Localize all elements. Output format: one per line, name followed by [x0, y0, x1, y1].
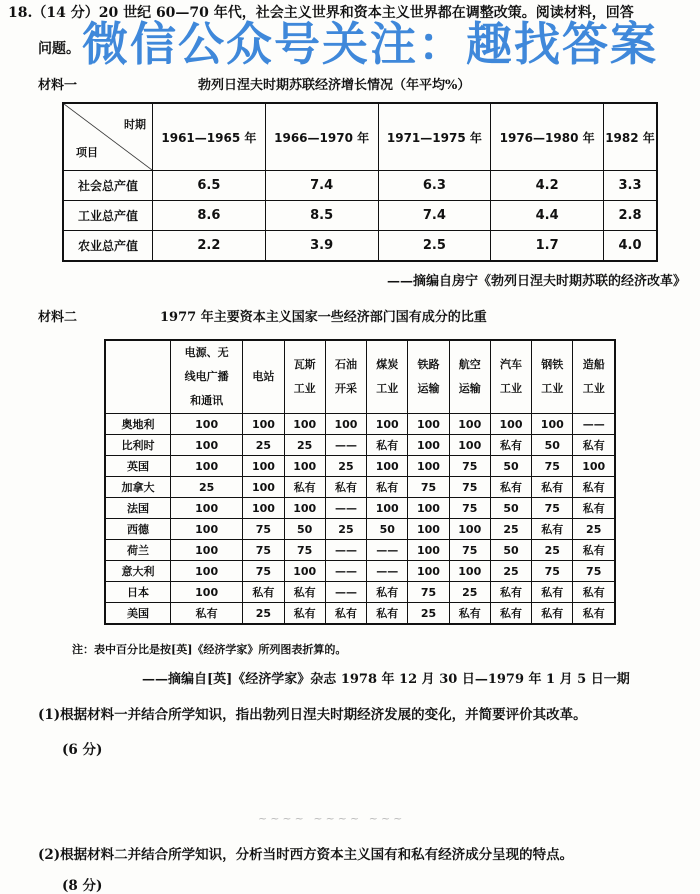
table2-row — [105, 561, 615, 582]
table2-cell: 100 — [171, 456, 243, 477]
table2-cell: 25 — [325, 456, 366, 477]
table2-header-line: 铁路 — [417, 358, 440, 371]
table2-cell: 75 — [449, 540, 490, 561]
table2-row — [105, 456, 615, 477]
table1-header-period: 1976—1980 年 — [491, 103, 604, 171]
table1-row-item: 工业总产值 — [63, 201, 153, 231]
table2-cell: 100 — [449, 435, 490, 456]
table2-cell: 25 — [284, 435, 325, 456]
table1-cell: 8.6 — [153, 201, 266, 231]
table2-cell: 75 — [243, 519, 284, 540]
table2-row-country: 比利时 — [105, 435, 171, 456]
table2-row — [105, 540, 615, 561]
table2-header-line: 和通讯 — [190, 394, 224, 407]
question-header-continued: 问题。 — [38, 41, 80, 57]
table2-cell: 私有 — [367, 603, 408, 625]
table2-cell: 私有 — [284, 582, 325, 603]
table2-cell: 私有 — [573, 435, 615, 456]
table2-header-line: 石油 — [334, 358, 357, 371]
table2-row-country: 日本 — [105, 582, 171, 603]
table2-cell: 私有 — [490, 603, 531, 625]
table2-cell: 75 — [284, 540, 325, 561]
table1-cell: 6.5 — [153, 171, 266, 201]
table2-header-line: 工业 — [376, 382, 399, 395]
table2-row — [105, 414, 615, 435]
table2-cell: 50 — [490, 456, 531, 477]
material1-table — [62, 102, 658, 262]
table2-cell: 私有 — [573, 540, 615, 561]
table2-cell: 私有 — [490, 582, 531, 603]
table2-cell: 25 — [532, 540, 573, 561]
table2-row-country: 法国 — [105, 498, 171, 519]
table2-cell: 75 — [449, 456, 490, 477]
table2-cell: 私有 — [532, 477, 573, 498]
table2-row — [105, 519, 615, 540]
table2-cell: 100 — [408, 519, 449, 540]
table2-header-line: 线电广播 — [184, 370, 229, 383]
table2-cell: 100 — [284, 456, 325, 477]
table2-cell: 100 — [171, 498, 243, 519]
material2-table — [104, 339, 616, 625]
table2-cell: 100 — [243, 477, 284, 498]
table2-cell: 75 — [243, 561, 284, 582]
table1-cell: 2.2 — [153, 231, 266, 262]
table1-header-period: 1966—1970 年 — [265, 103, 378, 171]
table2-cell: 私有 — [449, 603, 490, 625]
table1-cell: 7.4 — [265, 171, 378, 201]
table2-cell: 私有 — [284, 603, 325, 625]
table1-cell: 7.4 — [378, 201, 491, 231]
table2-row — [105, 582, 615, 603]
table2-cell: 25 — [243, 435, 284, 456]
table2-header-line: 开采 — [334, 382, 357, 395]
table1-row — [63, 231, 657, 262]
table1-cell: 1.7 — [491, 231, 604, 262]
table2-cell: 100 — [171, 519, 243, 540]
material2-source: ——摘编自[英]《经济学家》杂志 1978 年 12 月 30 日—1979 年 1 月 5 日一期 — [142, 672, 630, 687]
table2-header-line: 运输 — [458, 382, 481, 395]
table1-cell: 3.3 — [604, 171, 658, 201]
material1-label: 材料一 — [38, 78, 78, 93]
table1-header-period: 1982 年 — [604, 103, 658, 171]
table1-cell: 8.5 — [265, 201, 378, 231]
table2-cell: 100 — [408, 456, 449, 477]
table2-cell: 100 — [171, 561, 243, 582]
table2-header-sector — [367, 340, 408, 414]
table2-cell: 私有 — [367, 477, 408, 498]
table2-row-country: 英国 — [105, 456, 171, 477]
table2-header-sector — [532, 340, 573, 414]
table2-cell: 75 — [408, 477, 449, 498]
table2-cell: 100 — [408, 561, 449, 582]
table2-cell: 50 — [284, 519, 325, 540]
table2-cell: 100 — [284, 414, 325, 435]
table2-header-sector — [490, 340, 531, 414]
table2-cell: 50 — [367, 519, 408, 540]
table2-header-sector — [243, 340, 284, 414]
table1-row-item: 社会总产值 — [63, 171, 153, 201]
table2-header-sector — [325, 340, 366, 414]
table2-row-country: 意大利 — [105, 561, 171, 582]
sub-question-2: (2)根据材料二并结合所学知识，分析当时西方资本主义国有和私有经济成分呈现的特点。 — [38, 847, 574, 863]
watermark-text: 微信公众号关注：趣找答案 — [82, 17, 658, 71]
table2-cell: 100 — [367, 498, 408, 519]
table2-cell: 私有 — [243, 582, 284, 603]
table2-cell: 25 — [171, 477, 243, 498]
table2-header-line: 电源、无 — [184, 346, 229, 359]
table2-header-line: 航空 — [458, 358, 481, 371]
table1-header-period: 1961—1965 年 — [153, 103, 266, 171]
table2-header-sector — [171, 340, 243, 414]
material2-caption: 1977 年主要资本主义国家一些经济部门国有成分的比重 — [160, 310, 487, 325]
table2-row — [105, 603, 615, 625]
table2-cell: 私有 — [284, 477, 325, 498]
table2-cell: 私有 — [367, 435, 408, 456]
table2-cell: 25 — [325, 519, 366, 540]
sub-question-2-score: (8 分) — [62, 878, 103, 894]
table2-cell: 100 — [408, 540, 449, 561]
table2-cell: —— — [367, 561, 408, 582]
table2-cell: 100 — [449, 414, 490, 435]
table1-row — [63, 201, 657, 231]
table2-cell: 100 — [171, 582, 243, 603]
table2-cell: 私有 — [325, 477, 366, 498]
table2-cell: 100 — [243, 456, 284, 477]
table1-cell: 6.3 — [378, 171, 491, 201]
table2-cell: 私有 — [573, 477, 615, 498]
table2-cell: 25 — [243, 603, 284, 625]
table2-cell: —— — [367, 540, 408, 561]
table2-header-sector — [284, 340, 325, 414]
table2-row-country: 加拿大 — [105, 477, 171, 498]
table1-cell: 4.4 — [491, 201, 604, 231]
sub-question-1: (1)根据材料一并结合所学知识，指出勃列日涅夫时期经济发展的变化，并简要评价其改革。 — [38, 707, 587, 723]
table2-cell: 100 — [171, 414, 243, 435]
material1-caption: 勃列日涅夫时期苏联经济增长情况（年平均%） — [198, 78, 471, 93]
table1-row — [63, 171, 657, 201]
table2-header-line: 工业 — [500, 382, 523, 395]
table2-cell: 100 — [490, 414, 531, 435]
table1-cell: 2.8 — [604, 201, 658, 231]
table2-corner-cell — [105, 340, 171, 414]
table2-cell: 25 — [490, 519, 531, 540]
table2-cell: 100 — [449, 561, 490, 582]
table2-header-sector — [573, 340, 615, 414]
table2-cell: —— — [325, 498, 366, 519]
table2-header-sector — [449, 340, 490, 414]
table2-cell: 私有 — [171, 603, 243, 625]
table1-cell: 2.5 — [378, 231, 491, 262]
table2-cell: 100 — [171, 435, 243, 456]
table2-cell: 25 — [449, 582, 490, 603]
table2-header-line: 钢铁 — [541, 358, 564, 371]
table2-cell: —— — [325, 540, 366, 561]
question-header: 18.（14 分）20 世纪 60—70 年代，社会主义世界和资本主义世界都在调整改策。阅读材料，回答 — [8, 5, 634, 21]
table2-cell: 100 — [573, 456, 615, 477]
table2-cell: 50 — [532, 435, 573, 456]
table2-cell: 100 — [284, 498, 325, 519]
table2-cell: —— — [573, 414, 615, 435]
table2-row-country: 荷兰 — [105, 540, 171, 561]
table2-header-line: 煤炭 — [376, 358, 399, 371]
sub-question-1-score: (6 分) — [62, 742, 103, 758]
table2-cell: 私有 — [490, 477, 531, 498]
table2-cell: 75 — [449, 477, 490, 498]
table1-row-item: 农业总产值 — [63, 231, 153, 262]
table2-cell: 25 — [490, 561, 531, 582]
table2-cell: 100 — [449, 519, 490, 540]
table2-cell: 私有 — [532, 519, 573, 540]
table2-cell: 私有 — [367, 582, 408, 603]
table2-cell: —— — [325, 561, 366, 582]
table2-cell: 100 — [325, 414, 366, 435]
table2-cell: 50 — [490, 498, 531, 519]
faint-bleed-through: ~~~~ ~~~~ ~~~ — [258, 812, 406, 825]
table1-corner-item: 项目 — [76, 146, 98, 159]
material1-source: ——摘编自房宁《勃列日涅夫时期苏联的经济改革》 — [386, 274, 686, 289]
table2-header-line: 造船 — [582, 358, 605, 371]
table2-cell: 私有 — [532, 603, 573, 625]
table2-cell: 100 — [408, 498, 449, 519]
table2-cell: —— — [325, 435, 366, 456]
table2-cell: 私有 — [573, 582, 615, 603]
table2-cell: 75 — [449, 498, 490, 519]
table2-cell: —— — [325, 582, 366, 603]
table2-cell: 私有 — [573, 603, 615, 625]
table2-cell: 私有 — [490, 435, 531, 456]
table2-row — [105, 477, 615, 498]
table2-cell: 75 — [532, 456, 573, 477]
table2-cell: 75 — [532, 498, 573, 519]
table2-cell: 100 — [171, 540, 243, 561]
table2-cell: 100 — [243, 498, 284, 519]
table1-cell: 4.2 — [491, 171, 604, 201]
table1-corner-cell — [63, 103, 153, 171]
table2-cell: 75 — [532, 561, 573, 582]
table2-cell: 私有 — [573, 498, 615, 519]
table2-cell: 100 — [284, 561, 325, 582]
material2-note: 注：表中百分比是按[英]《经济学家》所列图表折算的。 — [72, 643, 347, 656]
table2-cell: 75 — [243, 540, 284, 561]
table2-header-line: 工业 — [541, 382, 564, 395]
table2-header-line: 电站 — [252, 370, 275, 383]
table2-cell: 25 — [573, 519, 615, 540]
table2-header-sector — [408, 340, 449, 414]
table2-cell: 100 — [243, 414, 284, 435]
table2-cell: 50 — [490, 540, 531, 561]
table1-cell: 4.0 — [604, 231, 658, 262]
table2-row — [105, 498, 615, 519]
table2-row-country: 西德 — [105, 519, 171, 540]
table1-corner-period: 时期 — [124, 118, 146, 131]
material2-label: 材料二 — [38, 310, 78, 325]
table2-row-country: 奥地利 — [105, 414, 171, 435]
table2-cell: 100 — [367, 456, 408, 477]
table2-header-line: 工业 — [582, 382, 605, 395]
table2-cell: 75 — [408, 582, 449, 603]
table2-cell: 100 — [367, 414, 408, 435]
table2-header-line: 汽车 — [500, 358, 523, 371]
table2-header-line: 瓦斯 — [293, 358, 316, 371]
table1-header-period: 1971—1975 年 — [378, 103, 491, 171]
table2-cell: 私有 — [532, 582, 573, 603]
table2-header-line: 运输 — [417, 382, 440, 395]
table2-cell: 100 — [532, 414, 573, 435]
table1-cell: 3.9 — [265, 231, 378, 262]
table2-row — [105, 435, 615, 456]
table2-cell: 100 — [408, 414, 449, 435]
table2-cell: 100 — [408, 435, 449, 456]
table2-cell: 25 — [408, 603, 449, 625]
table2-row-country: 美国 — [105, 603, 171, 625]
table2-header-line: 工业 — [293, 382, 316, 395]
table2-cell: 私有 — [325, 603, 366, 625]
table2-cell: 75 — [573, 561, 615, 582]
